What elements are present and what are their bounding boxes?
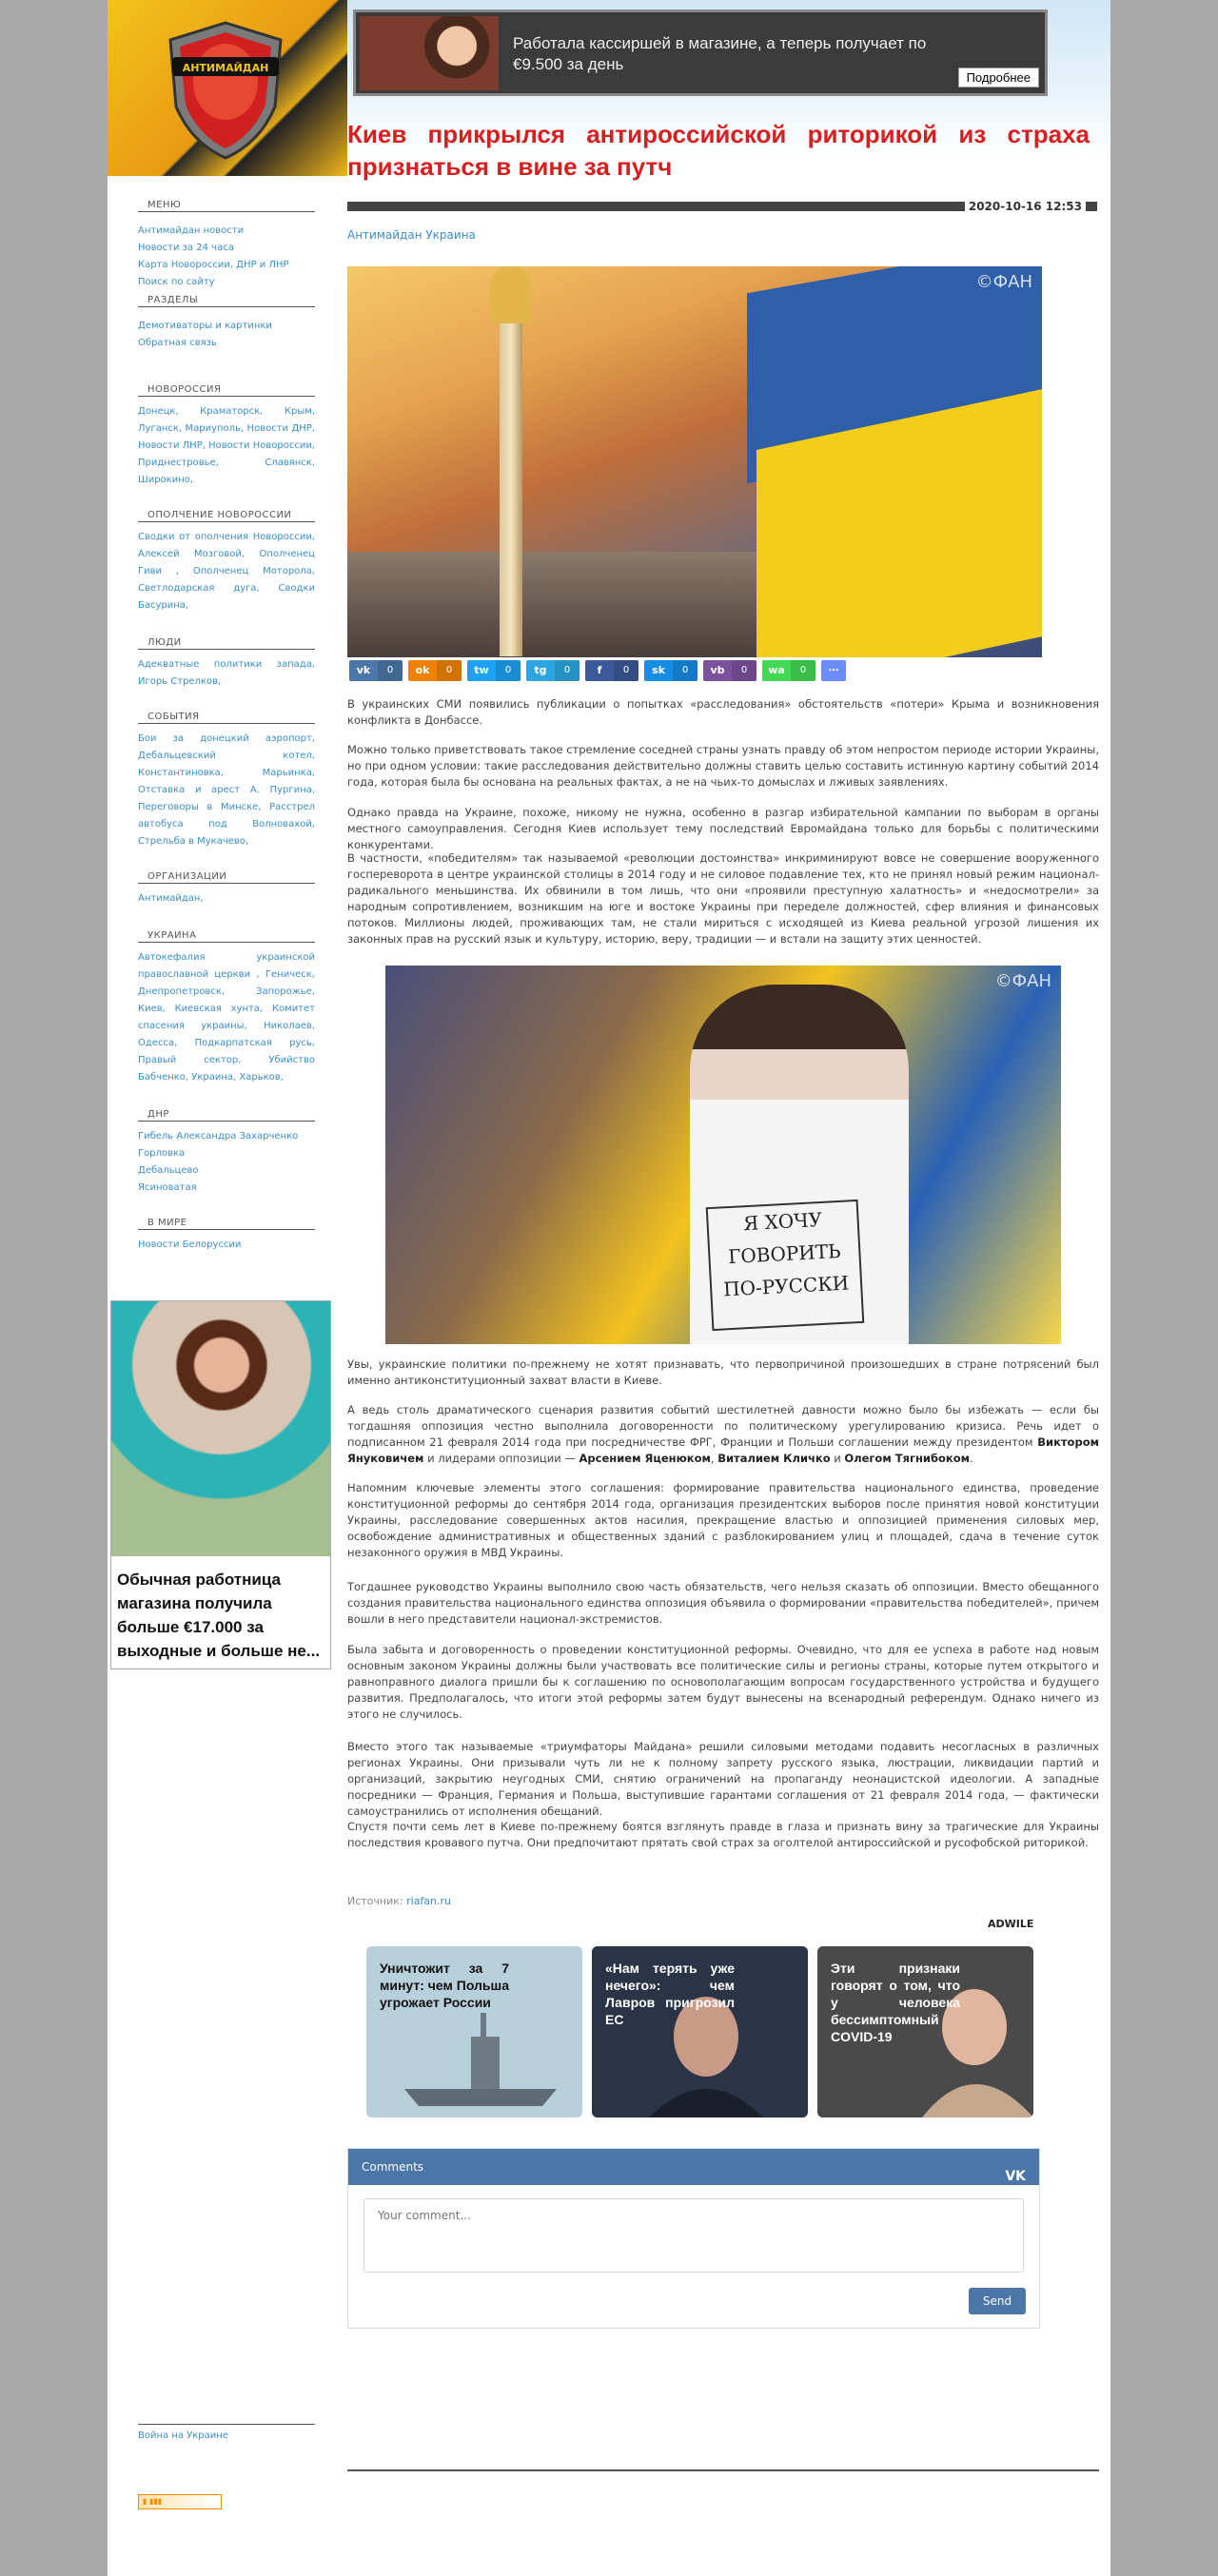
paragraph: Вместо этого так называемые «триумфаторы Майдана» решили силовыми методами подавить несогласных в различных регионах Украины. Они призывали чуть ли не к полному запрету русского языка, люстрации, ликвидации партий и организаций, закрытию неугодных СМИ, снятию ограничений на пропаганду неонацистской идеологии. А западные посредники — Франция, Германия и Польша, выступившие гарантами соглашения от 21 февраля 2014 года, — фактически самоустранились от исполнения обещаний. xyxy=(347,1740,1099,1818)
send-comment-button[interactable]: Send xyxy=(969,2288,1026,2314)
sidebar-tags[interactable]: Автокефалия украинской православной церкви , Геническ, Днепропетровск, Запорожье, Киев, Киевская хунта, Комитет спасения украины, Николаев, Одесса, Подкарпатская русь, Правый сектор, Убийство Бабченко, Украина, Харьков, xyxy=(138,952,315,1083)
shield-icon xyxy=(165,19,286,162)
vk-icon[interactable]: VK xyxy=(1005,2169,1026,2184)
promo-card-title[interactable]: Уничтожит за 7 минут: чем Польша угрожает России xyxy=(380,1961,509,2010)
sidebar-sections xyxy=(138,318,315,352)
facebook-icon: f xyxy=(597,664,602,676)
sidebar-heading: ДНР xyxy=(138,1109,315,1122)
share-count: 0 xyxy=(378,660,403,681)
hero-city xyxy=(347,552,756,657)
telegram-icon: tg xyxy=(534,664,547,676)
paragraph: Однако правда на Украине, похоже, никому не нужна, особенно в разгар избирательной кампании по выборам в органы местного самоуправления. Сегодня Киев использует тему последствий Евромайдана только для борьбы с политическими конкурентами. xyxy=(347,806,1099,851)
img2-watermark: ©ФАН xyxy=(994,971,1051,991)
paragraph: Увы, украинские политики по-прежнему не хотят признавать, что первопричиной произошедших в стране потрясений был именно антиконституционный захват власти в Киеве. xyxy=(347,1357,1099,1387)
sidebar-link[interactable]: Ясиноватая xyxy=(138,1182,197,1193)
paragraph: В частности, «победителям» так называемой «революции достоинства» инкриминируют вовсе не совершение вооруженного госпереворота в центре украинской столицы в 2014 году и не силовое подавление тех, кто не принял новый режим национал-радикального меньшинства. Их обвинили в том лишь, что они «проявили преступную халатность» и «недосмотрели» за народным сопротивлением, возникшим на юге и востоке Украины при переделе должностей, сфер влияния и финансовых потоков. Миллионы людей, проживающих там, не стали мириться с исходящей из Киева реальной угрозой лишения их законных прав на русский язык и культуру, историю, веру, традиции — и встали на защиту этих ценностей. xyxy=(347,851,1099,946)
sidebar-link[interactable]: Демотиваторы и картинки xyxy=(138,321,272,331)
sidebar-tags[interactable]: Антимайдан, xyxy=(138,893,204,904)
share-viber-button[interactable] xyxy=(703,660,756,681)
article-date: 2020-10-16 12:53 xyxy=(965,198,1086,215)
ok-icon: ok xyxy=(415,664,430,676)
paragraph xyxy=(347,1402,1099,1467)
sidebar-war-link[interactable]: Война на Украине xyxy=(138,2424,315,2441)
text-run: . xyxy=(970,1452,973,1465)
share-count: 0 xyxy=(791,660,815,681)
comments-title: Comments xyxy=(362,2160,424,2174)
sidebar-ad[interactable] xyxy=(110,1300,331,1669)
sidebar-link[interactable]: Дебальцево xyxy=(138,1165,199,1176)
sidebar-heading: УКРАИНА xyxy=(138,930,315,943)
paragraph: Была забыта и договоренность о проведении конституционной реформы. Очевидно, что для ее успеха в работе над новым основным законом Украины должны были участвовать все политические силы и регионы страны, которые путем открытого и равноправного диалога пришли бы к соглашению по основополагающим вопросам государственного устройства и будущего развития. Предполагалось, что итоги этой реформы затем будут вынесены на всенародный референдум. Однако ничего из этого не случилось. xyxy=(347,1643,1099,1721)
sidebar-link[interactable]: Обратная связь xyxy=(138,338,217,348)
person-name: Арсением Яценюком xyxy=(579,1452,711,1465)
share-count: 0 xyxy=(732,660,756,681)
sidebar-heading: ЛЮДИ xyxy=(138,637,315,650)
sidebar-heading: НОВОРОССИЯ xyxy=(138,384,315,397)
skype-icon: sk xyxy=(652,664,665,676)
sidebar-tags[interactable]: Донецк, Краматорск, Крым, Луганск, Мариуполь, Новости ДНР, Новости ЛНР, Новости Новороссии, Приднестровье, Славянск, Широкино, xyxy=(138,406,316,485)
hero-column xyxy=(500,285,522,656)
sidebar-link[interactable]: Новости Белоруссии xyxy=(138,1239,242,1250)
paragraph: Тогдашнее руководство Украины выполнило свою часть обязательств, чего нельзя сказать об оппозиции. Вместо обещанного создания правительства национального единства оппозиция объявила о формировании «правительства победителей», причем вошли в него представители национал-экстремистов. xyxy=(347,1580,1099,1626)
comments-widget xyxy=(347,2148,1040,2329)
share-count: 0 xyxy=(673,660,697,681)
source-line xyxy=(347,1895,451,1907)
logo-text: АНТИМАЙДАН xyxy=(182,62,269,74)
paragraph: В украинских СМИ появились публикации о попытках «расследования» обстоятельств «потери» Крыма и возникновения конфликта в Донбассе. xyxy=(347,697,1099,727)
promo-card-title[interactable]: «Нам терять уже нечего»: чем Лавров пригрозил ЕС xyxy=(605,1961,735,2027)
sidebar-link[interactable]: Гибель Александра Захарченко xyxy=(138,1131,299,1142)
hero-watermark: ©ФАН xyxy=(975,272,1032,292)
sidebar-tags[interactable]: Бои за донецкий аэропорт, Дебальцевский котел, Константиновка, Марьинка, Отставка и арест А. Пургина, Переговоры в Минске, Расстрел автобуса под Волновахой, Стрельба в Мукачево, xyxy=(138,733,315,847)
twitter-icon: tw xyxy=(474,664,489,676)
sidebar-heading: СОБЫТИЯ xyxy=(138,712,315,724)
source-link[interactable]: riafan.ru xyxy=(406,1895,452,1907)
date-bar-end xyxy=(1090,202,1097,211)
sidebar-link[interactable]: Горловка xyxy=(138,1148,186,1159)
article-category[interactable]: Антимайдан Украина xyxy=(347,228,476,242)
sidebar-heading: МЕНЮ xyxy=(138,200,315,212)
counter-badge[interactable]: ▮ ▮▮▮ xyxy=(138,2494,222,2509)
img2-sign: Я ХОЧУ ГОВОРИТЬ ПО-РУССКИ xyxy=(706,1200,865,1331)
sidebar-dnr xyxy=(138,1128,315,1197)
sidebar-link[interactable]: Поиск по сайту xyxy=(138,277,215,287)
text-run: и лидерами оппозиции — xyxy=(423,1452,580,1465)
sidebar-heading: ОПОЛЧЕНИЕ НОВОРОССИИ xyxy=(138,510,315,522)
whatsapp-icon: wa xyxy=(768,664,785,676)
sidebar-tags[interactable]: Адекватные политики запада, Игорь Стрелков, xyxy=(138,659,315,687)
sidebar-ad-photo xyxy=(111,1301,331,1556)
share-facebook-button[interactable] xyxy=(585,660,638,681)
comment-input[interactable] xyxy=(363,2198,1024,2273)
sidebar-link[interactable]: Антимайдан новости xyxy=(138,225,245,236)
share-count: 0 xyxy=(437,660,462,681)
top-ad-more-button[interactable]: Подробнее xyxy=(958,68,1039,88)
source-label: Источник: xyxy=(347,1895,407,1907)
share-whatsapp-button[interactable] xyxy=(762,660,815,681)
sidebar-menu xyxy=(138,223,315,291)
share-count: 0 xyxy=(555,660,580,681)
share-ok-button[interactable] xyxy=(408,660,462,681)
promo-card[interactable] xyxy=(366,1946,582,2117)
sidebar-link[interactable]: Карта Новороссии, ДНР и ЛНР xyxy=(138,260,289,270)
share-count: 0 xyxy=(614,660,638,681)
promo-card-title[interactable]: Эти признаки говорят о том, что у человека бессимптомный COVID-19 xyxy=(831,1961,960,2044)
sidebar-heading: ОРГАНИЗАЦИИ xyxy=(138,871,315,884)
vk-icon: vk xyxy=(356,664,371,676)
paragraph: Можно только приветствовать такое стремление соседней страны узнать правду об этом непростом периоде истории Украины, но при одном условии: такие расследования действительно должны ставить целью составить истинную картину событий 2014 года, которая была бы основана на реальных фактах, а не на чьих-то домыслах и лживых заявлениях. xyxy=(347,743,1099,789)
share-skype-button[interactable] xyxy=(644,660,697,681)
top-ad-photo xyxy=(360,16,499,90)
top-ad[interactable] xyxy=(353,10,1048,96)
viber-icon: vb xyxy=(710,664,725,676)
share-count: 0 xyxy=(496,660,521,681)
promo-card[interactable] xyxy=(817,1946,1033,2117)
more-icon: ⋯ xyxy=(828,664,839,676)
share-telegram-button[interactable] xyxy=(526,660,580,681)
site-logo[interactable] xyxy=(108,0,347,176)
promo-card[interactable] xyxy=(592,1946,808,2117)
hero-statue xyxy=(490,266,532,323)
person-name: Виктором Януковичем xyxy=(347,1435,1099,1465)
adwile-logo[interactable]: ADWILE xyxy=(988,1918,1034,1930)
sidebar-heading: В МИРЕ xyxy=(138,1218,315,1230)
share-more-button[interactable] xyxy=(821,660,846,681)
paragraph: Напомним ключевые элементы этого соглашения: формирование правительства национального единства, проведение конституционной реформы до сентября 2014 года, организация президентских выборов после принятия новой конституции Украины, расследование совершенных актов насилия, прекращение властью и оппозицией применения силовых мер, освобождение административных и общественных зданий с разблокированием улиц и площадей, сдача в течение суток незаконного оружия в МВД Украины. xyxy=(347,1481,1099,1559)
share-vk-button[interactable] xyxy=(349,660,403,681)
paragraph: Спустя почти семь лет в Киеве по-прежнему боятся взглянуть правде в глаза и признать вину за трагические для Украины последствия кровавого путча. Они предпочитают прятать свой страх за оголтелой антироссийской и русофобской риторикой. xyxy=(347,1820,1099,1849)
sidebar-link[interactable]: Новости за 24 часа xyxy=(138,243,234,253)
sidebar-ad-title[interactable]: Обычная работница магазина получила больше €17.000 за выходные и больше не... xyxy=(117,1571,321,1660)
person-name: Виталием Кличко xyxy=(717,1452,831,1465)
sidebar-heading: РАЗДЕЛЫ xyxy=(138,295,315,307)
text-run: А ведь столь драматического сценария развития событий шестилетней давности можно было бы избежать — если бы тогдашняя оппозиция честно выполнила договоренности по политическому урегулированию кризиса. Речь идет о подписанном 21 февраля 2014 года при посредничестве ФРГ, Франции и Польши соглашении между президентом xyxy=(347,1403,1099,1449)
text-run: и xyxy=(830,1452,845,1465)
article-image-2 xyxy=(385,966,1061,1344)
comments-header xyxy=(348,2149,1039,2185)
person-name: Олегом Тягнибоком xyxy=(844,1452,971,1465)
article-title: Киев прикрылся антироссийской риторикой из страха признаться в вине за путч xyxy=(347,120,1090,181)
hero-image xyxy=(347,266,1042,657)
text-run: , xyxy=(710,1452,718,1465)
share-twitter-button[interactable] xyxy=(467,660,521,681)
footer-divider xyxy=(347,2469,1099,2471)
top-ad-text[interactable]: Работала кассиршей в магазине, а теперь получает по €9.500 за день xyxy=(513,34,927,73)
date-bar xyxy=(347,202,1097,211)
sidebar-tags[interactable]: Сводки от ополчения Новороссии, Алексей Мозговой, Ополченец Гиви , Ополченец Моторола, Светлодарская дуга, Сводки Басурина, xyxy=(138,532,315,611)
sidebar-world xyxy=(138,1237,315,1254)
